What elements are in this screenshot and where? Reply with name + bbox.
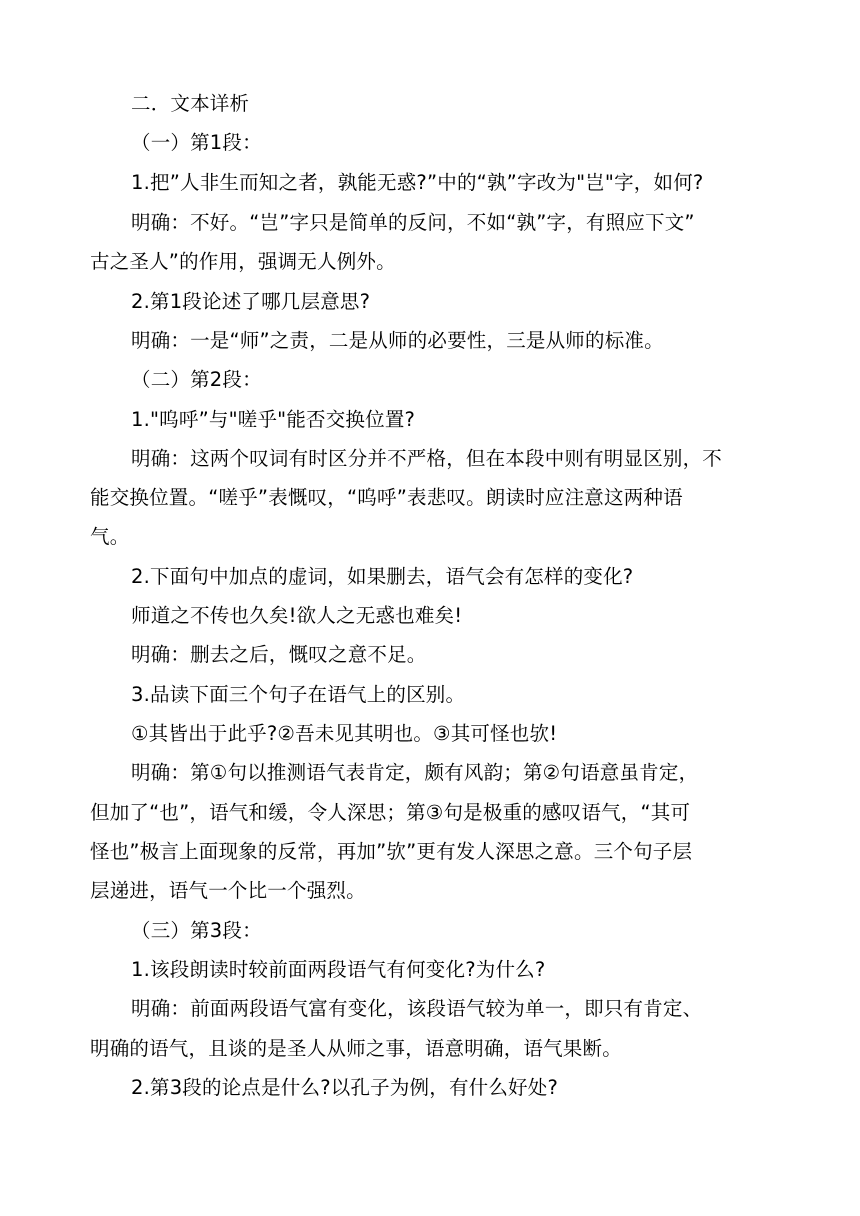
question-3-1: 1.该段朗读时较前面两段语气有何变化?为什么? [131,958,546,981]
quoted-sentence: ①其皆出于此乎?②吾未见其明也。③其可怪也欤! [131,722,558,745]
subsection-heading-2: （二）第2段： [131,368,262,391]
question-1-2: 2.第1段论述了哪几层意思? [131,290,371,313]
answer-line: 能交换位置。“嗟乎”表慨叹，“呜呼”表悲叹。朗读时应注意这两种语 [90,486,683,509]
answer-line: 气。 [90,525,130,548]
question-2-2: 2.下面句中加点的虚词，如果删去，语气会有怎样的变化? [131,565,634,588]
section-heading: 二．文本详析 [131,92,250,115]
answer-line: 明确：第①句以推测语气表肯定，颇有风韵；第②句语意虽肯定， [131,761,699,784]
answer-line: 明确：一是“师”之责，二是从师的必要性，三是从师的标准。 [131,329,664,352]
question-1-1: 1.把”人非生而知之者，孰能无惑?”中的“孰”字改为"岂"字，如何? [131,171,704,194]
answer-line: 明确的语气，且谈的是圣人从师之事，语意明确，语气果断。 [90,1037,622,1060]
answer-line: 明确：这两个叹词有时区分并不严格，但在本段中则有明显区别，不 [131,447,723,470]
answer-line: 明确：删去之后，慨叹之意不足。 [131,643,427,666]
answer-line: 怪也”极言上面现象的反常，再加”欤”更有发人深思之意。三个句子层 [90,840,693,863]
question-2-1: 1."呜呼”与"嗟乎"能否交换位置? [131,408,416,431]
answer-line: 古之圣人”的作用，强调无人例外。 [90,250,396,273]
quoted-sentence: 师道之不传也久矣!欲人之无惑也难矣! [131,604,463,627]
question-2-3: 3.品读下面三个句子在语气上的区别。 [131,683,466,706]
answer-line: 但加了“也”，语气和缓，令人深思；第③句是极重的感叹语气，“其可 [90,801,691,824]
subsection-heading-1: （一）第1段： [131,131,262,154]
answer-line: 层递进，语气一个比一个强烈。 [90,879,366,902]
subsection-heading-3: （三）第3段： [131,919,262,942]
answer-line: 明确：不好。“岂”字只是简单的反问，不如“孰”字，有照应下文” [131,211,695,234]
question-3-2: 2.第3段的论点是什么?以孔子为例，有什么好处? [131,1076,559,1099]
answer-line: 明确：前面两段语气富有变化，该段语气较为单一，即只有肯定、 [131,997,703,1020]
